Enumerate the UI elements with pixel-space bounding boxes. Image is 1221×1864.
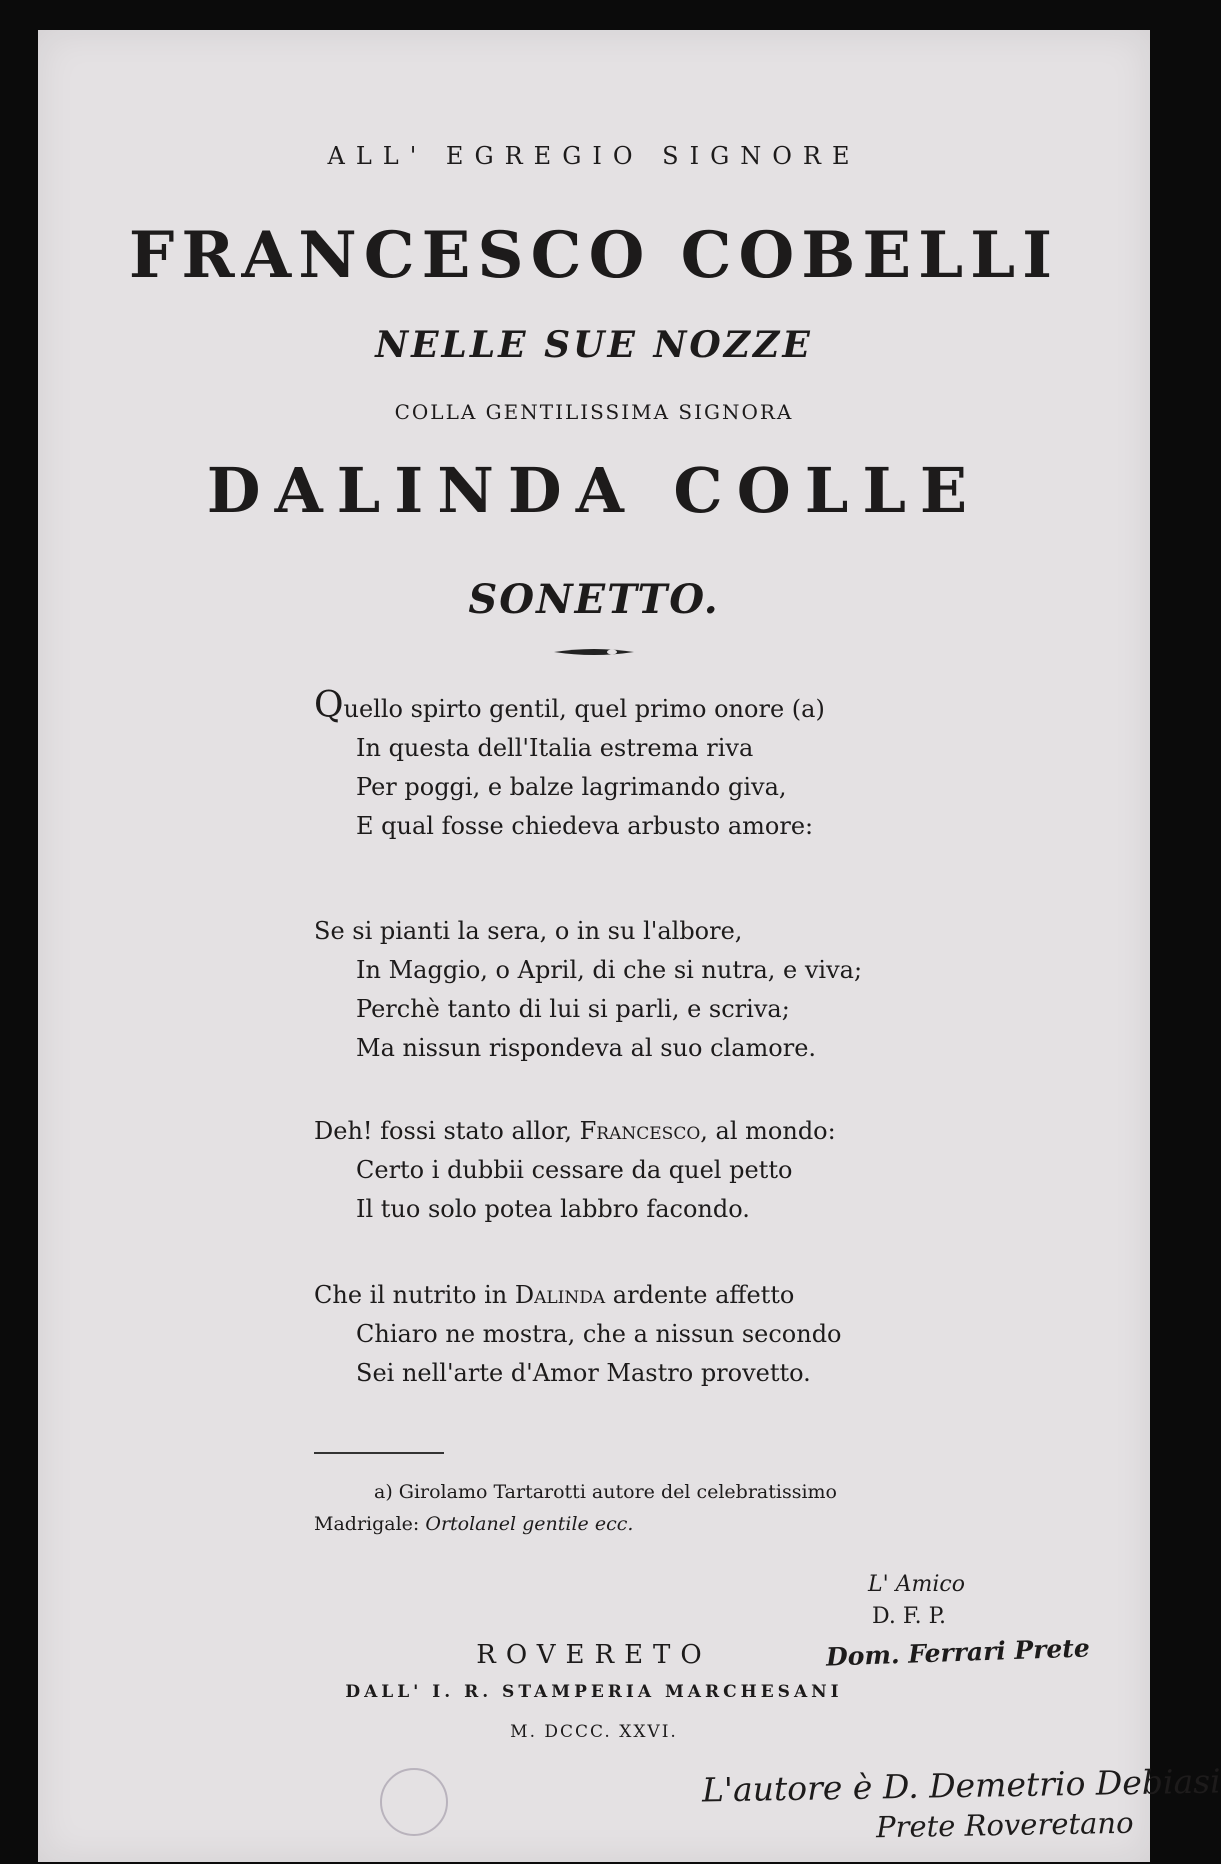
drop-cap: Q — [314, 685, 344, 726]
verse-line: Sei nell'arte d'Amor Mastro provetto. — [356, 1359, 811, 1387]
library-stamp — [380, 1768, 448, 1836]
document-page — [38, 30, 1221, 1862]
handwritten-annotation-line-2: Prete Roveretano — [875, 1805, 1134, 1845]
handwritten-annotation-line-1: L'autore è D. Demetrio Debiasi — [701, 1761, 1221, 1810]
verse-line: Quello spirto gentil, quel primo onore (a) — [314, 685, 825, 726]
verse-line: Se si pianti la sera, o in su l'albore, — [314, 917, 743, 945]
verse-line: In Maggio, o April, di che si nutra, e viva; — [356, 956, 863, 984]
verse-line: Il tuo solo potea labbro facondo. — [356, 1195, 750, 1223]
verse-line: Per poggi, e balze lagrimando giva, — [356, 773, 787, 801]
poem-title: SONETTO. — [468, 576, 720, 623]
signature-line-1: L' Amico — [868, 1572, 966, 1597]
verse-line: Chiaro ne mostra, che a nissun secondo — [356, 1320, 842, 1348]
occasion-line: NELLE SUE NOZZE — [375, 324, 813, 366]
imprint-printer: DALL' I. R. STAMPERIA MARCHESANI — [345, 1682, 843, 1702]
signature-initials: D. F. P. — [872, 1604, 947, 1629]
ornament-rule — [554, 648, 634, 656]
groom-name: FRANCESCO COBELLI — [128, 218, 1060, 293]
footnote-rule — [314, 1452, 444, 1454]
verse-line: In questa dell'Italia estrema riva — [356, 734, 754, 762]
bride-name: DALINDA COLLE — [206, 454, 982, 527]
with-line: COLLA GENTILISSIMA SIGNORA — [394, 400, 794, 424]
name-francesco: Francesco — [579, 1117, 701, 1145]
verse-line: Che il nutrito in Dalinda ardente affetto — [314, 1281, 795, 1309]
handwritten-signature: Dom. Ferrari Prete — [825, 1633, 1091, 1672]
verse-line: E qual fosse chiedeva arbusto amore: — [356, 812, 814, 840]
stanza-4 — [314, 1276, 842, 1393]
verse-line: Perchè tanto di lui si parli, e scriva; — [356, 995, 790, 1023]
stanza-3 — [314, 1112, 836, 1229]
verse-line: Ma nissun rispondeva al suo clamore. — [356, 1034, 817, 1062]
verse-line: Deh! fossi stato allor, Francesco, al mondo: — [314, 1117, 836, 1145]
verse-line: Certo i dubbii cessare da quel petto — [356, 1156, 793, 1184]
stanza-2 — [314, 912, 862, 1068]
imprint-place: ROVERETO — [476, 1640, 712, 1670]
stanza-1 — [314, 686, 825, 846]
footnote: a) Girolamo Tartarotti autore del celebratissimo Madrigale: Ortolanel gentile ecc. — [314, 1481, 837, 1535]
name-dalinda: Dalinda — [514, 1281, 606, 1309]
dedication-line: ALL' EGREGIO SIGNORE — [327, 142, 861, 170]
imprint-year: M. DCCC. XXVI. — [510, 1722, 678, 1742]
